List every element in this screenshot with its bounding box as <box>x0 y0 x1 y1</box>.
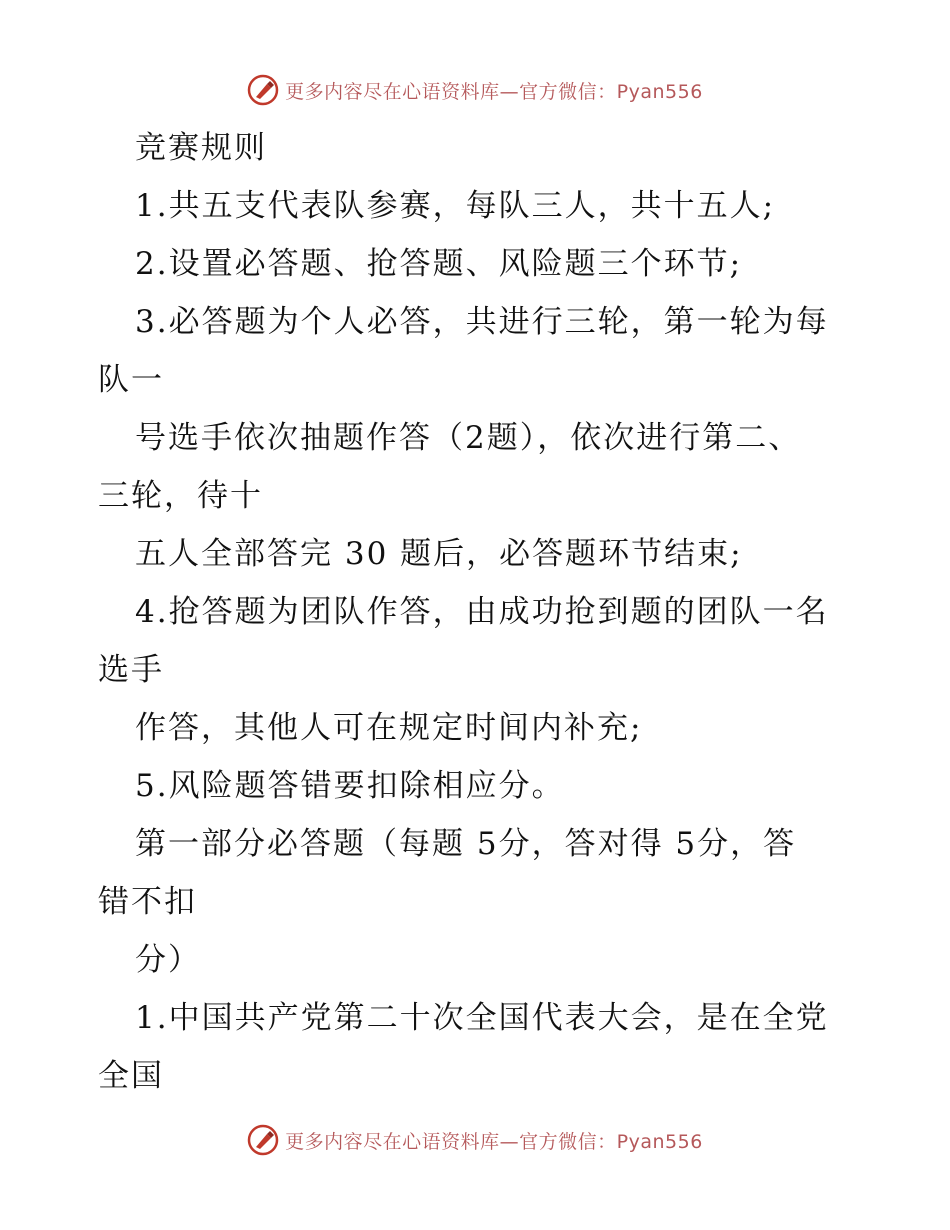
rule-item-1: 1.共五支代表队参赛，每队三人，共十五人; <box>135 188 776 224</box>
rule-item-3: 3.必答题为个人必答，共进行三轮，第一轮为每 <box>135 304 829 340</box>
header-banner-text: 更多内容尽在心语资料库—官方微信：Pyan556 <box>285 80 703 103</box>
pen-nib-icon <box>247 1124 279 1156</box>
question-1-wrap: 全国 <box>98 1058 164 1094</box>
header-banner <box>0 70 950 110</box>
paragraph-line: 作答，其他人可在规定时间内补充; <box>135 710 643 746</box>
section-heading: 第一部分必答题（每题 5分，答对得 5分，答 <box>135 826 797 862</box>
rule-item-5: 5.风险题答错要扣除相应分。 <box>135 768 565 804</box>
rule-item-4: 4.抢答题为团队作答，由成功抢到题的团队一名 <box>135 594 829 630</box>
paragraph-line-wrap: 三轮，待十 <box>98 478 263 514</box>
rules-heading: 竞赛规则 <box>135 130 267 166</box>
rule-item-4-wrap: 选手 <box>98 652 164 688</box>
footer-banner <box>0 1120 950 1160</box>
footer-banner-text: 更多内容尽在心语资料库—官方微信：Pyan556 <box>285 1130 703 1153</box>
rule-item-3-wrap: 队一 <box>98 362 164 398</box>
pen-nib-icon <box>247 74 279 106</box>
paragraph-line: 五人全部答完 30 题后，必答题环节结束; <box>135 536 743 572</box>
question-1: 1.中国共产党第二十次全国代表大会，是在全党 <box>135 1000 829 1036</box>
rule-item-2: 2.设置必答题、抢答题、风险题三个环节; <box>135 246 743 282</box>
paragraph-line: 分） <box>135 942 201 978</box>
section-heading-wrap: 错不扣 <box>98 884 197 920</box>
paragraph-line: 号选手依次抽题作答（2题），依次进行第二、 <box>135 420 802 456</box>
